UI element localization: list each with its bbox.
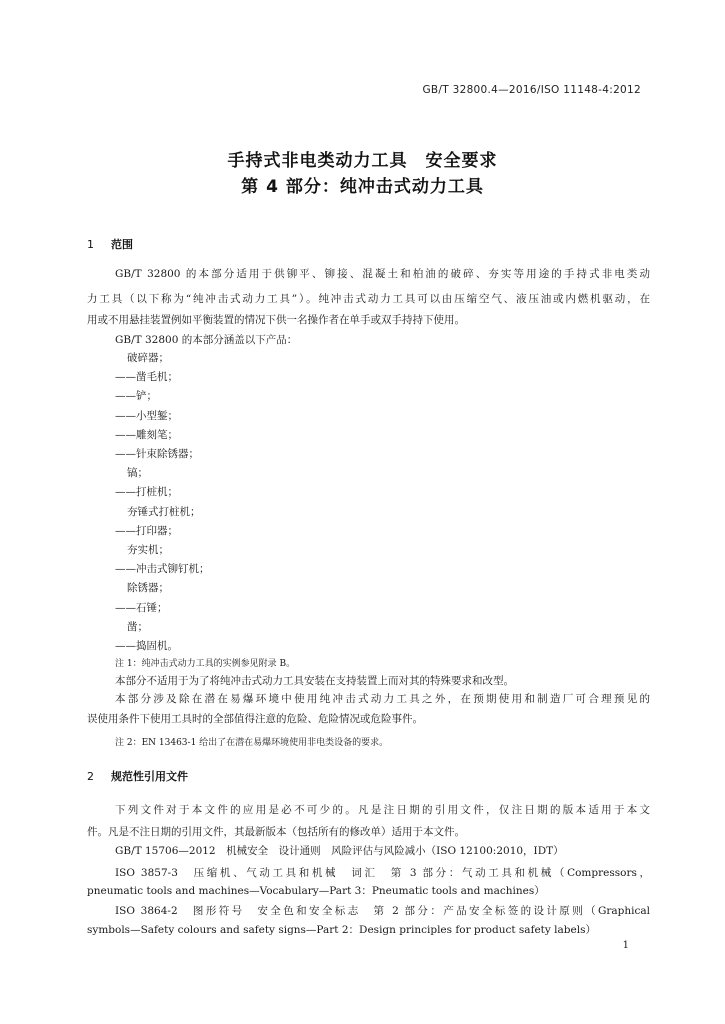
title-main: 手持式非电类动力工具 [227,151,408,171]
product-list-item: 凿； [127,621,148,633]
s1-para4-line2: 误使用条件下使用工具时的全部值得注意的危险、危险情况或危险事件。 [87,713,423,725]
s1-para3: 本部分不适用于为了将纯冲击式动力工具安装在支持装置上而对其的特殊要求和改型。 [115,675,514,687]
product-label: 针束除锈器； [136,448,199,460]
product-list-item [115,638,178,654]
title-subtitle: 安全要求 [425,151,498,171]
product-list-item [115,446,199,462]
list-dash: —— [115,640,136,652]
s2-ref3-line1: ISO 3864-2 图形符号 安全色和安全标志 第 2 部分：产品安全标签的设计原则（Graphical [115,905,650,917]
section-2-heading [87,768,188,784]
product-list-item [115,369,178,385]
product-label: 铲； [136,390,157,402]
list-dash: —— [115,486,136,498]
list-dash: —— [115,410,136,422]
product-list-item [115,388,157,404]
section-2-title: 规范性引用文件 [111,770,188,783]
title-line-1 [0,148,725,174]
section-2-number: 2 [87,770,94,783]
s2-para1-line1: 下列文件对于本文件的应用是必不可少的。凡是注日期的引用文件，仅注日期的版本适用于本文 [115,804,650,816]
s2-ref2-line2: pneumatic tools and machines—Vocabulary—Part 3：Pneumatic tools and machines） [87,885,545,897]
product-list-item [115,561,210,577]
section-1-heading [87,236,133,252]
title-line-2: 第 4 部分：纯冲击式动力工具 [241,177,484,197]
standard-number: GB/T 32800.4—2016/ISO 11148-4:2012 [422,84,641,96]
product-list-item [115,523,178,539]
product-list-item: 镐； [127,467,148,479]
product-list-item: 除锈器； [127,582,169,594]
product-label: 打印器； [136,525,178,537]
page-number: 1 [622,940,629,951]
product-list-item [115,408,178,424]
product-list-item [115,600,168,616]
product-list-item: 夯锤式打桩机； [127,506,201,518]
list-dash: —— [115,448,136,460]
s1-note1: 注 1：纯冲击式动力工具的实例参见附录 B。 [115,659,296,669]
list-dash: —— [115,602,136,614]
s2-ref2-line1: ISO 3857-3 压缩机、气动工具和机械 词汇 第 3 部分：气动工具和机械（Compressors， [115,867,650,879]
list-dash: —— [115,371,136,383]
product-list-item: 夯实机； [127,544,169,556]
s2-ref1: GB/T 15706—2012 机械安全 设计通则 风险评估与风险减小（ISO 12100:2010，IDT） [115,845,564,857]
s1-note2: 注 2：EN 13463-1 给出了在潜在易爆环境使用非电类设备的要求。 [115,738,389,748]
section-1-number: 1 [87,238,94,251]
product-label: 捣固机。 [136,640,178,652]
s1-para2: GB/T 32800 的本部分涵盖以下产品： [115,334,298,346]
product-list-item: 破碎器； [127,352,169,364]
document-title [0,148,725,200]
product-label: 小型錾； [136,410,178,422]
product-list-item [115,484,178,500]
product-list-item [115,427,178,443]
list-dash: —— [115,563,136,575]
list-dash: —— [115,429,136,441]
s1-para1-line1: GB/T 32800 的本部分适用于供铆平、铆接、混凝土和柏油的破碎、夯实等用途的手持式非电类动 [115,268,650,280]
product-label: 打桩机； [136,486,178,498]
s1-para1-line3: 用或不用悬挂装置例如平衡装置的情况下供一名操作者在单手或双手持持下使用。 [87,314,465,326]
s1-para1-line2: 力工具（以下称为“纯冲击式动力工具”）。纯冲击式动力工具可以由压缩空气、液压油或内燃机驱动，在 [87,293,650,305]
s1-para4-line1: 本部分涉及除在潜在易爆环境中使用纯冲击式动力工具之外，在预期使用和制造厂可合理预见的 [115,693,650,705]
product-label: 雕刻笔； [136,429,178,441]
list-dash: —— [115,390,136,402]
section-1-title: 范围 [111,238,133,251]
s2-ref3-line2: symbols—Safety colours and safety signs—Part 2：Design principles for product safety labels） [87,924,596,936]
product-label: 冲击式铆钉机； [136,563,210,575]
s2-para1-line2: 件。凡是不注日期的引用文件，其最新版本（包括所有的修改单）适用于本文件。 [87,826,465,838]
product-label: 石锤； [136,602,168,614]
product-label: 凿毛机； [136,371,178,383]
list-dash: —— [115,525,136,537]
